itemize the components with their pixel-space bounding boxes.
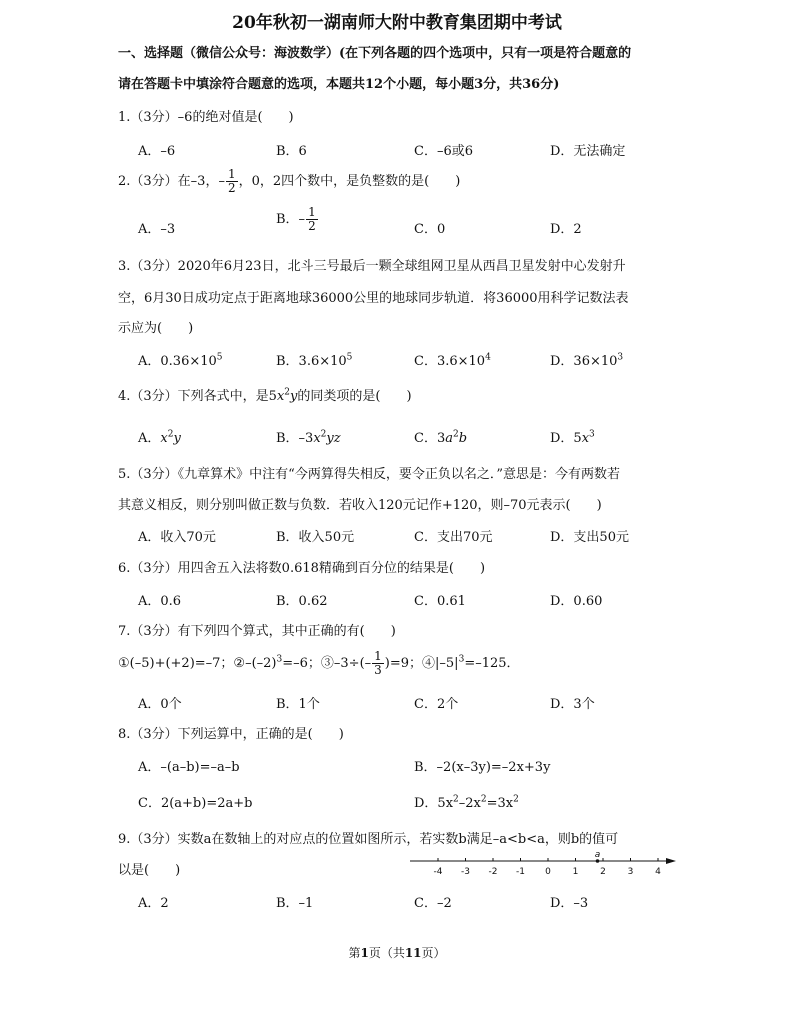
number-line-tick-label: -1 bbox=[516, 867, 525, 877]
q4-option-c[interactable]: C．$3a^2b$ bbox=[414, 429, 468, 446]
section-line-2: 请在答题卡中填涂符合题意的选项，本题共12个小题，每小题3分，共36分) bbox=[118, 77, 560, 92]
q2-option-b[interactable]: B．– $\frac{1}{2}$ bbox=[276, 205, 316, 233]
question-3-line-1: 3.（3分）2020年6月23日，北斗三号最后一颗全球组网卫星从西昌卫星发射中心发射升 bbox=[118, 259, 626, 274]
section-heading bbox=[118, 38, 688, 100]
number-line bbox=[400, 848, 680, 878]
question-7-expressions: ①(–5)+(+2)=–7；$②-(-2)^3=-6$；③–3÷(– $\frac{1}{3}$ )=9；$④|-5|^3=-125$． bbox=[118, 649, 520, 677]
q2-stem-a: 2.（3分）在–3，– bbox=[118, 174, 225, 189]
q5-option-c[interactable]: C．支出70元 bbox=[414, 530, 493, 545]
q8-option-d[interactable]: D．$5x^2-2x^2=3x^2$ bbox=[414, 794, 519, 811]
q2-fraction: $\frac{1}{2}$ bbox=[227, 167, 236, 195]
q6-option-c[interactable]: C．0.61 bbox=[414, 594, 466, 609]
question-4-stem: 4.（3分）下列各式中，是$5x^2y$的同类项的是( ) bbox=[118, 387, 412, 404]
total-pages: 11 bbox=[404, 946, 422, 960]
question-2-stem bbox=[118, 168, 698, 195]
section-line-1: 一、选择题（微信公众号：海波数学）(在下列各题的四个选项中，只有一项是符合题意的 bbox=[118, 46, 632, 61]
q9-option-c[interactable]: C．–2 bbox=[414, 896, 452, 911]
q8-option-a[interactable]: A．–(a–b)=–a–b bbox=[138, 760, 240, 775]
current-page: 1 bbox=[360, 946, 369, 960]
question-7-stem: 7.（3分）有下列四个算式，其中正确的有( ) bbox=[118, 624, 396, 639]
page-title: 20年秋初一湖南师大附中教育集团期中考试 bbox=[232, 13, 562, 33]
question-8-stem: 8.（3分）下列运算中，正确的是( ) bbox=[118, 727, 344, 742]
question-3-line-2: 空，6月30日成功定点于距离地球36000公里的地球同步轨道．将36000用科学记数法表 bbox=[118, 291, 629, 306]
q1-option-b[interactable]: B．6 bbox=[276, 144, 307, 159]
q9-option-d[interactable]: D．–3 bbox=[550, 896, 589, 911]
q3-option-b[interactable]: B．$3.6\times 10^5$ bbox=[276, 352, 353, 369]
q6-option-d[interactable]: D．0.60 bbox=[550, 594, 603, 609]
question-9-line-1: 9.（3分）实数a在数轴上的对应点的位置如图所示，若实数b满足–a<b<a，则b的值可 bbox=[118, 832, 619, 847]
q8-option-b[interactable]: B．–2(x–3y)=–2x+3y bbox=[414, 760, 551, 775]
q4-option-d[interactable]: D．$5x^3$ bbox=[550, 429, 595, 446]
number-line-tick-label: 2 bbox=[600, 867, 606, 877]
question-9-line-2: 以是( ) bbox=[118, 863, 181, 878]
q9-option-b[interactable]: B．–1 bbox=[276, 896, 314, 911]
number-line-tick-label: 1 bbox=[572, 867, 579, 877]
q3-option-d[interactable]: D．$36\times 10^3$ bbox=[550, 352, 624, 369]
number-line-tick-label: 0 bbox=[545, 867, 551, 877]
q7-option-c[interactable]: C．2个 bbox=[414, 697, 459, 712]
q6-option-a[interactable]: A．0.6 bbox=[138, 594, 182, 609]
number-line-tick-label: -4 bbox=[433, 867, 443, 877]
q4-option-b[interactable]: B．$-3x^2yz$ bbox=[276, 429, 341, 446]
q2-stem-b: ，0，2四个数中，是负整数的是( ) bbox=[238, 174, 461, 189]
q3-option-a[interactable]: A．$0.36\times 10^5$ bbox=[138, 352, 223, 369]
question-5-line-2: 其意义相反，则分别叫做正数与负数．若收入120元记作+120，则–70元表示( ) bbox=[118, 498, 602, 513]
q5-option-d[interactable]: D．支出50元 bbox=[550, 530, 629, 545]
q3-option-c[interactable]: C．$3.6\times 10^4$ bbox=[414, 352, 491, 369]
q2-option-a[interactable]: A．–3 bbox=[138, 222, 176, 237]
q1-option-d[interactable]: D．无法确定 bbox=[550, 144, 626, 159]
page-footer: 第1页（共11页） bbox=[348, 946, 446, 960]
q7-option-b[interactable]: B．1个 bbox=[276, 697, 320, 712]
question-6-stem: 6.（3分）用四舍五入法将数0.618精确到百分位的结果是( ) bbox=[118, 561, 486, 576]
number-line-label-a: a bbox=[594, 850, 601, 860]
q4-option-a[interactable]: A．$x^2y$ bbox=[138, 429, 181, 446]
q7-option-a[interactable]: A．0个 bbox=[138, 697, 182, 712]
number-line-tick-label: -3 bbox=[461, 867, 470, 877]
question-5-line-1: 5.（3分）《九章算术》中注有“今两算得失相反，要令正负以名之．”意思是：今有两数若 bbox=[118, 467, 620, 482]
q5-option-b[interactable]: B．收入50元 bbox=[276, 530, 355, 545]
question-1-stem: 1.（3分）–6的绝对值是( ) bbox=[118, 110, 294, 125]
number-line-tick-label: -2 bbox=[488, 867, 498, 877]
question-3-line-3: 示应为( ) bbox=[118, 321, 194, 336]
q1-option-a[interactable]: A．–6 bbox=[138, 144, 176, 159]
q2-option-c[interactable]: C．0 bbox=[414, 222, 446, 237]
number-line-tick-label: 4 bbox=[655, 867, 661, 877]
q2-option-d[interactable]: D．2 bbox=[550, 222, 582, 237]
q6-option-b[interactable]: B．0.62 bbox=[276, 594, 328, 609]
q7-option-d[interactable]: D．3个 bbox=[550, 697, 595, 712]
q9-option-a[interactable]: A．2 bbox=[138, 896, 169, 911]
number-line-arrow-icon bbox=[666, 858, 676, 864]
number-line-tick-label: 3 bbox=[627, 867, 634, 877]
q5-option-a[interactable]: A．收入70元 bbox=[138, 530, 216, 545]
q8-option-c[interactable]: C．2(a+b)=2a+b bbox=[138, 796, 253, 811]
q1-option-c[interactable]: C．–6或6 bbox=[414, 144, 473, 159]
